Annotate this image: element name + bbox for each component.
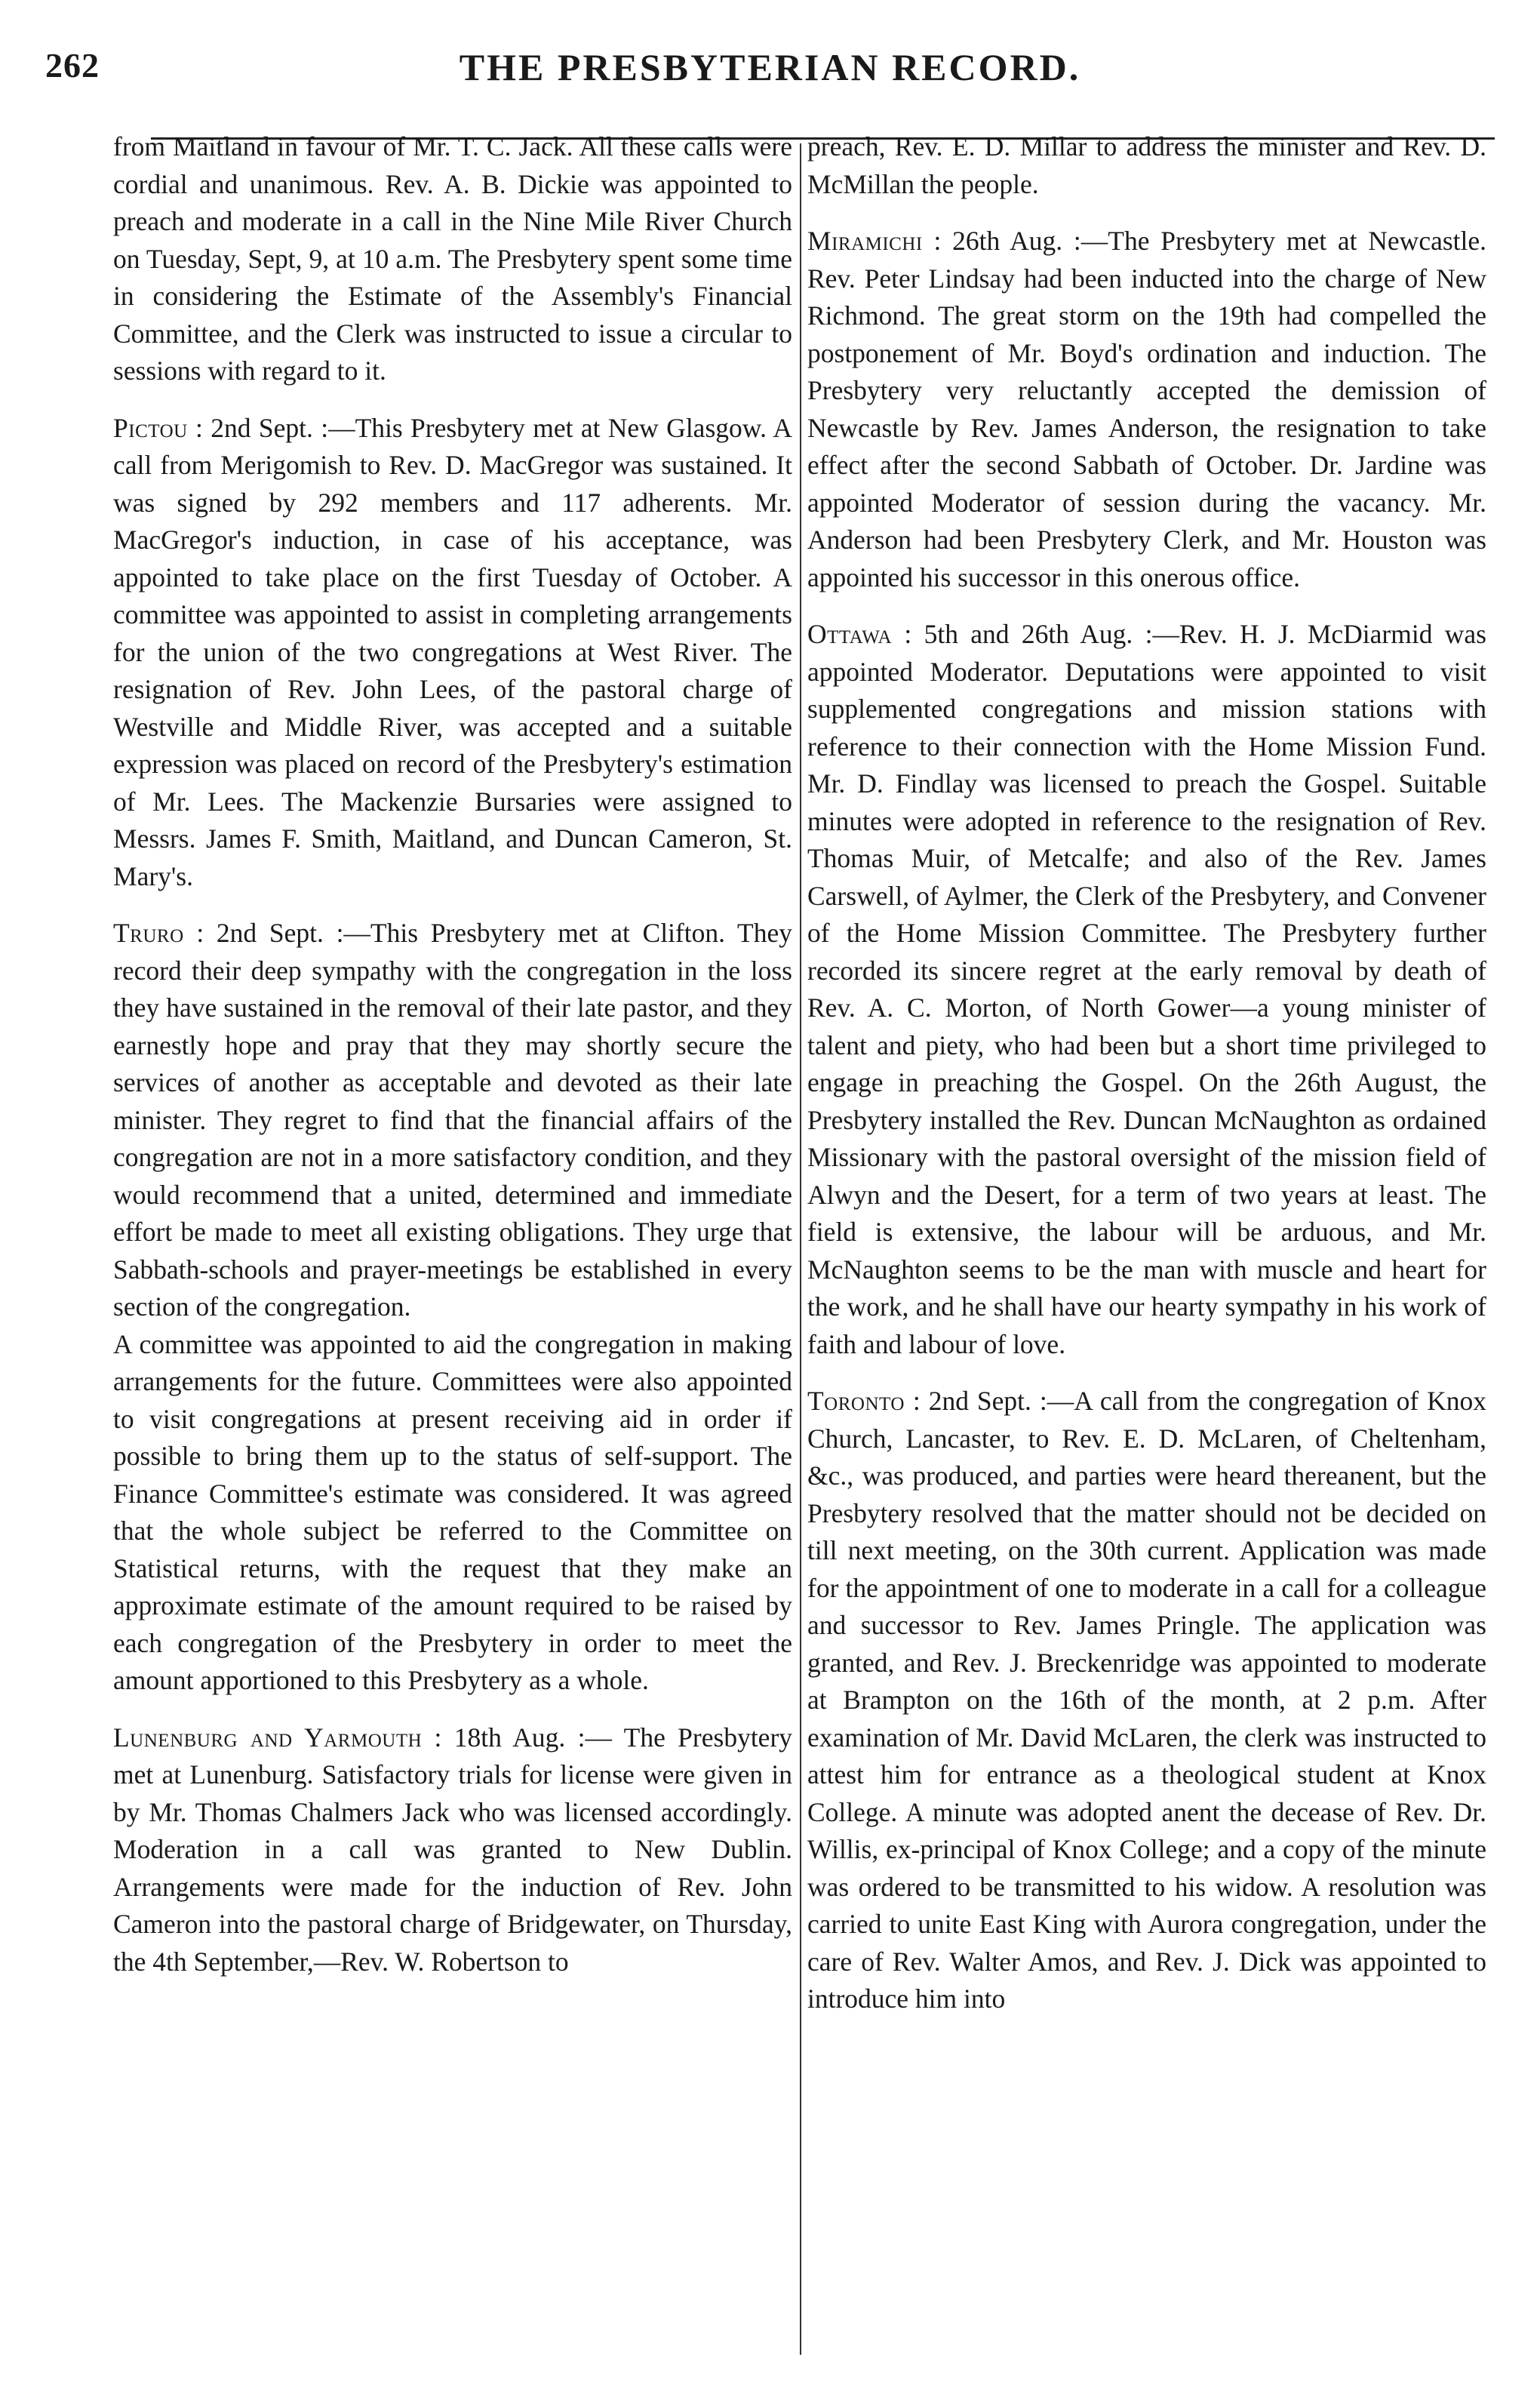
paragraph <box>113 128 792 390</box>
paragraph-text: : 2nd Sept. :—This Presbytery met at New Glasgow. A call from Merigomish to Rev. D. MacGregor was sustained. It was signed by 292 members and 117 adherents. Mr. MacGregor's induction, in case of his acceptance, was appointed to take place on the first Tuesday of October. A committee was appointed to assist in completing arrangements for the union of the two congregations at West River. The resignation of Rev. John Lees, of the pastoral charge of Westville and Middle River, was accepted and a suitable expression was placed on record of the Presbytery's estimation of Mr. Lees. The Mackenzie Bursaries were assigned to Messrs. James F. Smith, Maitland, and Duncan Cameron, St. Mary's. <box>113 412 792 891</box>
right-column <box>807 128 1486 2362</box>
paragraph-text: A committee was appointed to aid the congregation in making arrangements for the future. Committees were also appointed to visit congregations at present receiving aid in order if possible to bring them up to the status of self-support. The Finance Committee's estimate was considered. It was agreed that the whole subject be referred to the Committee on Statistical returns, with the request that they make an approximate estimate of the amount required to be raised by each congregation of the Presbytery in order to meet the amount apportioned to this Presbytery as a whole. <box>113 1328 792 1695</box>
running-title: THE PRESBYTERIAN RECORD. <box>459 46 1081 88</box>
paragraph-text: : 2nd Sept. :—A call from the congregation of Knox Church, Lancaster, to Rev. E. D. McLaren, of Cheltenham, &c., was produced, and parties were heard thereanent, but the Presbytery resolved that the matter should not be decided on till next meeting, on the 30th current. Application was made for the appointment of one to moderate in a call for a colleague and successor to Rev. James Pringle. The application was granted, and Rev. J. Breckenridge was appointed to moderate at Brampton on the 16th of the month, at 2 p.m. After examination of Mr. David McLaren, the clerk was instructed to attest him for entrance as a theological student at Knox College. A minute was adopted anent the decease of Rev. Dr. Willis, ex-principal of Knox College; and a copy of the minute was ordered to be transmitted to his widow. A resolution was carried to unite East King with Aurora congregation, under the care of Rev. Walter Amos, and Rev. J. Dick was appointed to introduce him into <box>807 1386 1486 2014</box>
paragraph-text: : 26th Aug. :—The Presbytery met at Newcastle. Rev. Peter Lindsay had been inducted into the charge of New Richmond. The great storm on the 19th had compelled the postponement of Mr. Boyd's ordination and induction. The Presbytery very reluctantly accepted the demission of Newcastle by Rev. James Anderson, the resignation to take effect after the second Sabbath of October. Dr. Jardine was appointed Moderator of session during the vacancy. Mr. Anderson had been Presbytery Clerk, and Mr. Houston was appointed his successor in this onerous office. <box>807 226 1486 592</box>
text-columns <box>113 128 1517 2362</box>
paragraph <box>113 1719 792 1981</box>
paragraph <box>807 128 1486 203</box>
presbytery-name: Toronto <box>807 1386 905 1416</box>
paragraph <box>113 915 792 1326</box>
paragraph-text: : 5th and 26th Aug. :—Rev. H. J. McDiarmid was appointed Moderator. Deputations were appointed to visit supplemented congregations and mission stations with reference to their connection with the Home Mission Fund. Mr. D. Findlay was licensed to preach the Gospel. Suitable minutes were adopted in reference to the resignation of Rev. Thomas Muir, of Metcalfe; and also of the Rev. James Carswell, of Aylmer, the Clerk of the Presbytery, and Convener of the Home Mission Committee. The Presbytery further recorded its sincere regret at the early removal by death of Rev. A. C. Morton, of North Gower—a young minister of talent and piety, who had been but a short time privileged to engage in preaching the Gospel. On the 26th August, the Presbytery installed the Rev. Duncan McNaughton as ordained Missionary with the pastoral oversight of the mission field of Alwyn and the Desert, for a term of two years at least. The field is extensive, the labour will be arduous, and Mr. McNaughton seems to be the man with muscle and heart for the work, and he shall have our hearty sympathy in his work of faith and labour of love. <box>807 619 1486 1359</box>
column-divider <box>800 143 801 2355</box>
paragraph <box>807 223 1486 596</box>
paragraph-text: from Maitland in favour of Mr. T. C. Jack. All these calls were cordial and unanimous. Rev. A. B. Dickie was appointed to preach and moderate in a call in the Nine Mile River Church on Tuesday, Sept, 9, at 10 a.m. The Presbytery spent some time in considering the Estimate of the Assembly's Financial Committee, and the Clerk was instructed to issue a circular to sessions with regard to it. <box>113 131 792 386</box>
presbytery-name: Ottawa <box>807 619 893 649</box>
left-column <box>113 128 792 2362</box>
presbytery-name: Miramichi <box>807 226 923 256</box>
paragraph <box>113 1326 792 1700</box>
presbytery-name: Truro <box>113 918 184 948</box>
paragraph-text: : 18th Aug. :— The Presbytery met at Lunenburg. Satisfactory trials for license were given in by Mr. Thomas Chalmers Jack who was licensed accordingly. Moderation in a call was granted to New Dublin. Arrangements were made for the induction of Rev. John Cameron into the pastoral charge of Bridgewater, on Thursday, the 4th September,—Rev. W. Robertson to <box>113 1722 792 1977</box>
page-header <box>45 30 1495 98</box>
paragraph <box>807 1383 1486 2018</box>
paragraph-text: preach, Rev. E. D. Millar to address the minister and Rev. D. McMillan the people. <box>807 131 1486 199</box>
presbytery-name: Pictou <box>113 412 188 443</box>
paragraph <box>113 410 792 896</box>
paragraph <box>807 616 1486 1363</box>
presbytery-name: Lunenburg and Yarmouth <box>113 1722 423 1753</box>
paragraph-text: : 2nd Sept. :—This Presbytery met at Clifton. They record their deep sympathy with the congregation in the loss they have sustained in the removal of their late pastor, and they earnestly hope and pray that they may shortly secure the services of another as acceptable and devoted as their late minister. They regret to find that the financial affairs of the congregation are not in a more satisfactory condition, and they would recommend that a united, determined and immediate effort be made to meet all existing obligations. They urge that Sabbath-schools and prayer-meetings be established in every section of the congregation. <box>113 918 792 1322</box>
page-number: 262 <box>45 46 100 85</box>
